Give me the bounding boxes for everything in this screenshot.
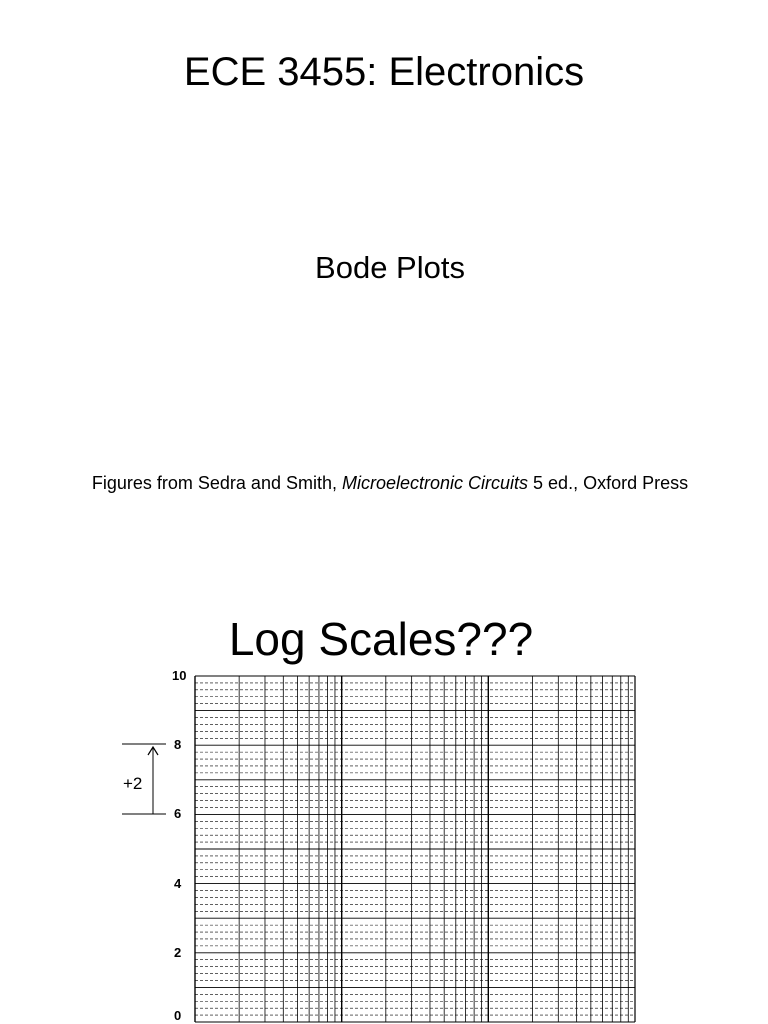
y-tick-label: 4 bbox=[174, 875, 182, 891]
slide-subtitle: Bode Plots bbox=[315, 250, 465, 285]
figure-credit bbox=[6, 473, 768, 494]
y-tick-label: 2 bbox=[174, 944, 182, 960]
credit-prefix: Figures from Sedra and Smith, bbox=[91, 473, 342, 493]
y-tick-label: 10 bbox=[172, 668, 187, 683]
log-scales-title: Log Scales??? bbox=[228, 613, 534, 665]
y-tick-label: 0 bbox=[174, 1008, 182, 1023]
delta-label: +2 bbox=[123, 774, 143, 793]
grid-lines bbox=[195, 676, 635, 1022]
credit-suffix: 5 ed., Oxford Press bbox=[528, 473, 689, 493]
log-grid-chart bbox=[0, 660, 768, 1024]
y-tick-label: 6 bbox=[174, 806, 182, 822]
slide-title: ECE 3455: Electronics bbox=[183, 50, 585, 94]
credit-book-title: Microelectronic Circuits bbox=[341, 473, 529, 493]
y-tick-label: 8 bbox=[174, 737, 182, 753]
